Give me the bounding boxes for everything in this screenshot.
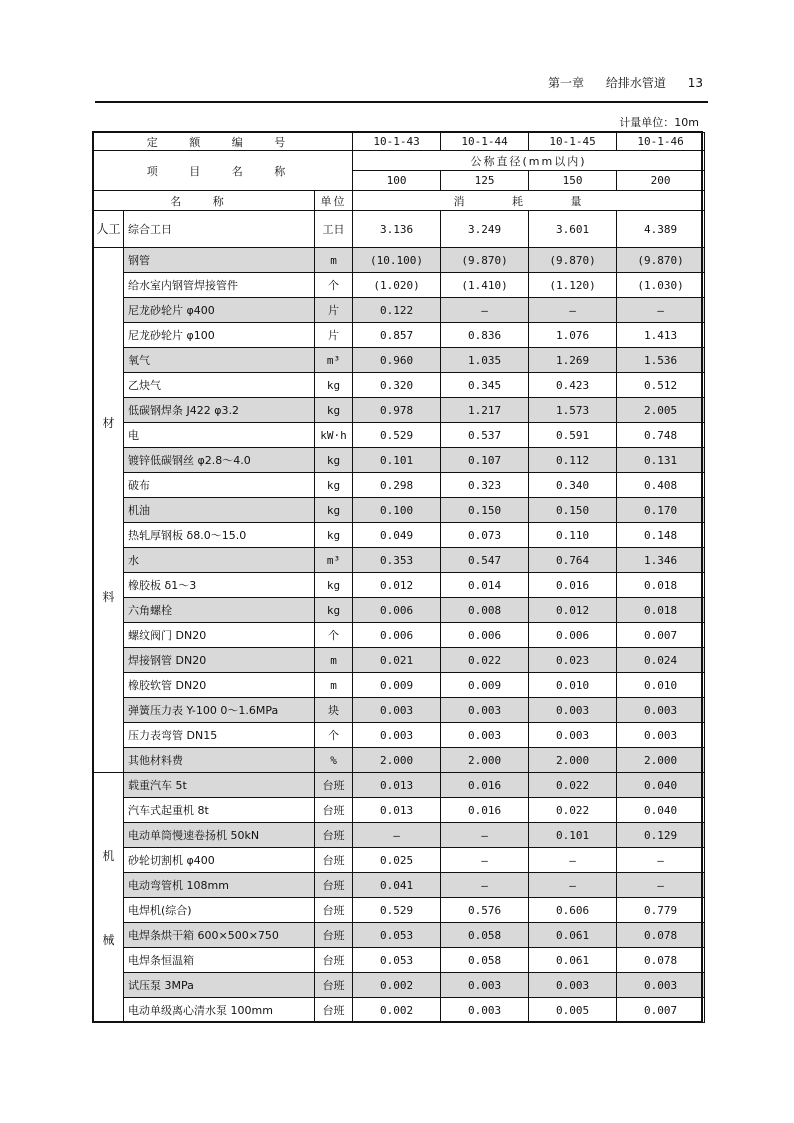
item-name-label: 项 目 名 称 (94, 151, 353, 191)
machinery-value: 0.606 (529, 898, 617, 923)
material-value: 0.150 (441, 498, 529, 523)
machinery-category-char: 机 (102, 848, 115, 863)
column-header-row (94, 191, 705, 211)
unit-column-header: 单位 (315, 191, 353, 211)
material-value: 0.537 (441, 423, 529, 448)
material-value: (1.120) (529, 273, 617, 298)
material-value: 1.269 (529, 348, 617, 373)
material-value: 0.547 (441, 548, 529, 573)
material-item-name: 橡胶软管 DN20 (124, 673, 315, 698)
material-value: 0.512 (617, 373, 705, 398)
material-item-name: 乙炔气 (124, 373, 315, 398)
machinery-value: 0.002 (353, 998, 441, 1023)
material-item-name: 尼龙砂轮片 φ400 (124, 298, 315, 323)
material-value: 0.764 (529, 548, 617, 573)
material-value: 0.107 (441, 448, 529, 473)
material-item-name: 六角螺栓 (124, 598, 315, 623)
material-value: 0.170 (617, 498, 705, 523)
material-value: 0.591 (529, 423, 617, 448)
material-item-name: 弹簧压力表 Y-100 0～1.6MPa (124, 698, 315, 723)
machinery-value: 0.013 (353, 773, 441, 798)
material-item-unit: kg (315, 373, 353, 398)
material-value: 0.340 (529, 473, 617, 498)
diameter-value: 150 (529, 171, 617, 191)
material-value: 0.122 (353, 298, 441, 323)
material-value: 0.960 (353, 348, 441, 373)
machinery-item-name: 电动单级离心清水泵 100mm (124, 998, 315, 1023)
material-row (94, 723, 705, 748)
material-item-name: 低碳钢焊条 J422 φ3.2 (124, 398, 315, 423)
material-value: 0.016 (529, 573, 617, 598)
machinery-item-unit: 台班 (315, 798, 353, 823)
material-item-name: 机油 (124, 498, 315, 523)
material-value: 1.536 (617, 348, 705, 373)
material-item-name: 压力表弯管 DN15 (124, 723, 315, 748)
material-row (94, 348, 705, 373)
machinery-value: 0.003 (441, 998, 529, 1023)
labor-row (94, 211, 705, 248)
labor-value: 3.601 (529, 211, 617, 248)
material-value: (9.870) (441, 248, 529, 273)
material-value: 2.000 (529, 748, 617, 773)
machinery-value: 0.025 (353, 848, 441, 873)
machinery-value: 0.061 (529, 948, 617, 973)
material-value: 1.076 (529, 323, 617, 348)
material-value: 0.320 (353, 373, 441, 398)
machinery-row (94, 923, 705, 948)
material-row (94, 573, 705, 598)
material-value: 0.009 (353, 673, 441, 698)
material-item-unit: 块 (315, 698, 353, 723)
machinery-value: 0.129 (617, 823, 705, 848)
machinery-value: 0.016 (441, 798, 529, 823)
machinery-value: 0.003 (617, 973, 705, 998)
material-item-unit: kg (315, 398, 353, 423)
material-value: 0.014 (441, 573, 529, 598)
labor-value: 3.249 (441, 211, 529, 248)
material-row (94, 473, 705, 498)
material-value: 0.836 (441, 323, 529, 348)
machinery-value: 0.016 (441, 773, 529, 798)
material-item-name: 热轧厚钢板 δ8.0～15.0 (124, 523, 315, 548)
material-value: 0.529 (353, 423, 441, 448)
quota-code-label: 定 额 编 号 (94, 133, 353, 151)
material-row (94, 398, 705, 423)
machinery-value: 0.041 (353, 873, 441, 898)
material-value: 0.110 (529, 523, 617, 548)
material-value: 1.413 (617, 323, 705, 348)
machinery-value: 0.022 (529, 798, 617, 823)
quota-code: 10-1-43 (353, 133, 441, 151)
material-value: 0.298 (353, 473, 441, 498)
material-value: — (441, 298, 529, 323)
material-value: 0.978 (353, 398, 441, 423)
material-row (94, 748, 705, 773)
material-value: — (617, 298, 705, 323)
machinery-item-unit: 台班 (315, 848, 353, 873)
material-value: 0.018 (617, 573, 705, 598)
material-row (94, 623, 705, 648)
material-value: 0.003 (529, 698, 617, 723)
chapter-label: 第一章 (548, 76, 585, 90)
material-item-name: 钢管 (124, 248, 315, 273)
machinery-value: — (529, 873, 617, 898)
material-row (94, 498, 705, 523)
material-value: 0.003 (529, 723, 617, 748)
machinery-value: — (617, 873, 705, 898)
machinery-value: — (441, 848, 529, 873)
machinery-value: 0.779 (617, 898, 705, 923)
material-item-name: 其他材料费 (124, 748, 315, 773)
material-item-unit: m (315, 248, 353, 273)
material-row (94, 548, 705, 573)
machinery-row (94, 848, 705, 873)
material-value: 0.423 (529, 373, 617, 398)
quota-code: 10-1-45 (529, 133, 617, 151)
machinery-value: — (353, 823, 441, 848)
machinery-value: — (441, 823, 529, 848)
diameter-header-row (94, 151, 705, 171)
material-row (94, 698, 705, 723)
machinery-row (94, 773, 705, 798)
machinery-item-name: 试压泵 3MPa (124, 973, 315, 998)
machinery-value: 0.053 (353, 923, 441, 948)
material-value: 0.049 (353, 523, 441, 548)
material-value: (1.020) (353, 273, 441, 298)
diameter-value: 200 (617, 171, 705, 191)
quota-code: 10-1-46 (617, 133, 705, 151)
material-value: 0.012 (353, 573, 441, 598)
machinery-item-unit: 台班 (315, 873, 353, 898)
labor-item-name: 综合工日 (124, 211, 315, 248)
material-value: 0.100 (353, 498, 441, 523)
material-row (94, 248, 705, 273)
machinery-item-name: 载重汽车 5t (124, 773, 315, 798)
machinery-value: 0.007 (617, 998, 705, 1023)
material-item-unit: m (315, 673, 353, 698)
material-value: 0.009 (441, 673, 529, 698)
machinery-category-char: 械 (102, 932, 115, 947)
material-value: 0.003 (353, 723, 441, 748)
machinery-row (94, 873, 705, 898)
material-value: 0.148 (617, 523, 705, 548)
material-value: 0.003 (353, 698, 441, 723)
material-row (94, 373, 705, 398)
material-item-name: 螺纹阀门 DN20 (124, 623, 315, 648)
machinery-item-name: 电动弯管机 108mm (124, 873, 315, 898)
material-value: 0.024 (617, 648, 705, 673)
material-value: 0.012 (529, 598, 617, 623)
material-value: 0.408 (617, 473, 705, 498)
material-value: 0.857 (353, 323, 441, 348)
material-row (94, 523, 705, 548)
material-item-unit: 个 (315, 273, 353, 298)
material-value: 0.006 (353, 598, 441, 623)
name-column-header: 名 称 (94, 191, 315, 211)
material-value: 2.005 (617, 398, 705, 423)
machinery-value: 0.529 (353, 898, 441, 923)
machinery-value: — (441, 873, 529, 898)
material-item-unit: kg (315, 448, 353, 473)
material-value: (9.870) (529, 248, 617, 273)
material-item-name: 尼龙砂轮片 φ100 (124, 323, 315, 348)
material-row (94, 648, 705, 673)
diameter-value: 100 (353, 171, 441, 191)
machinery-item-unit: 台班 (315, 773, 353, 798)
material-row (94, 298, 705, 323)
machinery-value: 0.003 (441, 973, 529, 998)
material-item-unit: kg (315, 498, 353, 523)
material-value: 0.008 (441, 598, 529, 623)
material-row (94, 448, 705, 473)
material-value: 0.018 (617, 598, 705, 623)
quota-code-row (94, 133, 705, 151)
machinery-item-name: 电焊条烘干箱 600×500×750 (124, 923, 315, 948)
material-value: (1.410) (441, 273, 529, 298)
material-item-unit: 片 (315, 298, 353, 323)
material-value: 0.003 (441, 698, 529, 723)
machinery-row (94, 898, 705, 923)
machinery-value: 0.078 (617, 923, 705, 948)
material-item-name: 镀锌低碳钢丝 φ2.8～4.0 (124, 448, 315, 473)
labor-category-label: 人工 (94, 211, 124, 248)
machinery-value: 0.061 (529, 923, 617, 948)
quota-table (93, 132, 705, 1023)
material-row (94, 323, 705, 348)
materials-category-label (94, 248, 124, 773)
running-header (95, 74, 703, 94)
machinery-value: 0.576 (441, 898, 529, 923)
machinery-value: 0.058 (441, 948, 529, 973)
machinery-row (94, 973, 705, 998)
material-row (94, 423, 705, 448)
machinery-value: — (529, 848, 617, 873)
machinery-item-name: 电焊条恒温箱 (124, 948, 315, 973)
material-value: 0.021 (353, 648, 441, 673)
labor-item-unit: 工日 (315, 211, 353, 248)
machinery-value: 0.101 (529, 823, 617, 848)
material-value: 1.035 (441, 348, 529, 373)
material-item-unit: kg (315, 573, 353, 598)
material-value: 0.003 (617, 698, 705, 723)
material-value: (1.030) (617, 273, 705, 298)
material-value: 0.022 (441, 648, 529, 673)
material-item-unit: 个 (315, 723, 353, 748)
machinery-value: 0.022 (529, 773, 617, 798)
material-item-unit: kg (315, 598, 353, 623)
material-row (94, 673, 705, 698)
material-value: 0.131 (617, 448, 705, 473)
labor-value: 3.136 (353, 211, 441, 248)
material-value: 2.000 (353, 748, 441, 773)
section-title: 给排水管道 (605, 76, 666, 90)
materials-category-char: 料 (102, 590, 115, 604)
material-value: (10.100) (353, 248, 441, 273)
material-item-unit: kg (315, 473, 353, 498)
consumption-header: 消 耗 量 (353, 191, 705, 211)
machinery-item-unit: 台班 (315, 973, 353, 998)
machinery-item-name: 电焊机(综合) (124, 898, 315, 923)
machinery-item-unit: 台班 (315, 898, 353, 923)
machinery-item-unit: 台班 (315, 823, 353, 848)
header-rule (95, 101, 708, 103)
machinery-value: 0.053 (353, 948, 441, 973)
material-value: 0.112 (529, 448, 617, 473)
material-value: 0.150 (529, 498, 617, 523)
material-value: 1.217 (441, 398, 529, 423)
machinery-value: 0.003 (529, 973, 617, 998)
machinery-item-unit: 台班 (315, 998, 353, 1023)
machinery-value: 0.040 (617, 773, 705, 798)
material-item-name: 水 (124, 548, 315, 573)
material-value: 2.000 (441, 748, 529, 773)
machinery-value: 0.013 (353, 798, 441, 823)
material-item-name: 给水室内钢管焊接管件 (124, 273, 315, 298)
material-value: (9.870) (617, 248, 705, 273)
material-item-name: 氧气 (124, 348, 315, 373)
material-value: 0.323 (441, 473, 529, 498)
machinery-value: — (617, 848, 705, 873)
material-item-name: 电 (124, 423, 315, 448)
machinery-row (94, 998, 705, 1023)
material-value: 0.023 (529, 648, 617, 673)
material-value: 0.010 (617, 673, 705, 698)
machinery-item-unit: 台班 (315, 948, 353, 973)
machinery-row (94, 798, 705, 823)
material-item-unit: 个 (315, 623, 353, 648)
material-value: 0.748 (617, 423, 705, 448)
machinery-category-label (94, 773, 124, 1023)
material-value: 1.346 (617, 548, 705, 573)
material-value: — (529, 298, 617, 323)
machinery-value: 0.058 (441, 923, 529, 948)
material-value: 2.000 (617, 748, 705, 773)
material-value: 0.003 (441, 723, 529, 748)
material-value: 1.573 (529, 398, 617, 423)
machinery-item-name: 汽车式起重机 8t (124, 798, 315, 823)
material-item-unit: % (315, 748, 353, 773)
machinery-value: 0.005 (529, 998, 617, 1023)
page-number: 13 (687, 76, 703, 90)
material-item-unit: 片 (315, 323, 353, 348)
material-item-unit: m³ (315, 548, 353, 573)
machinery-item-name: 砂轮切割机 φ400 (124, 848, 315, 873)
machinery-item-name: 电动单筒慢速卷扬机 50kN (124, 823, 315, 848)
material-value: 0.003 (617, 723, 705, 748)
material-value: 0.006 (353, 623, 441, 648)
quota-code: 10-1-44 (441, 133, 529, 151)
materials-category-char: 材 (102, 416, 115, 430)
material-row (94, 273, 705, 298)
material-item-unit: kW·h (315, 423, 353, 448)
material-value: 0.006 (441, 623, 529, 648)
material-item-name: 橡胶板 δ1～3 (124, 573, 315, 598)
diameter-value: 125 (441, 171, 529, 191)
material-value: 0.073 (441, 523, 529, 548)
material-value: 0.010 (529, 673, 617, 698)
material-value: 0.345 (441, 373, 529, 398)
material-value: 0.007 (617, 623, 705, 648)
material-item-unit: m³ (315, 348, 353, 373)
material-value: 0.006 (529, 623, 617, 648)
machinery-item-unit: 台班 (315, 923, 353, 948)
material-value: 0.353 (353, 548, 441, 573)
unit-note: 计量单位：10m (619, 116, 699, 129)
machinery-row (94, 823, 705, 848)
material-value: 0.101 (353, 448, 441, 473)
material-item-unit: kg (315, 523, 353, 548)
material-row (94, 598, 705, 623)
machinery-row (94, 948, 705, 973)
diameter-label: 公称直径(mm以内) (353, 151, 705, 171)
material-item-name: 焊接钢管 DN20 (124, 648, 315, 673)
material-item-unit: m (315, 648, 353, 673)
machinery-value: 0.078 (617, 948, 705, 973)
material-item-name: 破布 (124, 473, 315, 498)
machinery-value: 0.002 (353, 973, 441, 998)
machinery-value: 0.040 (617, 798, 705, 823)
labor-value: 4.389 (617, 211, 705, 248)
